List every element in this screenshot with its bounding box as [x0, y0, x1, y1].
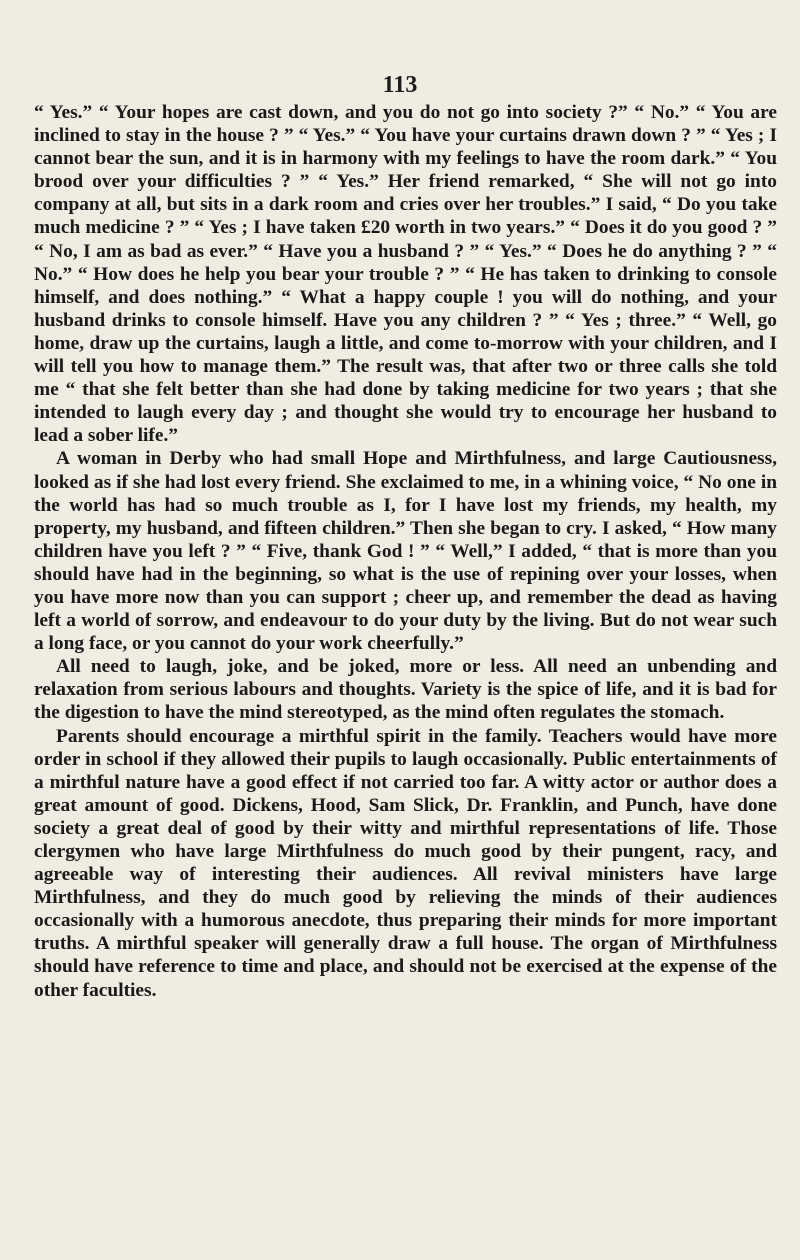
paragraph-relaxation: All need to laugh, joke, and be joked, more or less. All need an unbending and relaxation from serious labours and thoughts. Variety is the spice of life, and it is bad for the digestion to have the mind stereotyped, as the mind often regulates the stomach. [34, 656, 777, 724]
paragraph-dialogue: “ Yes.” “ Your hopes are cast down, and you do not go into society ?” “ No.” “ You are inclined to stay in the house ? ” “ Yes.” “ You have your curtains drawn down ? ” “ Yes ; I cannot bear the sun, and it is in harmony with my feelings to have the room dark.” “ You brood over your difficulties ? ” “ Yes.” Her friend remarked, “ She will not go into company at all, but sits in a dark room and cries over her troubles.” I said, “ Do you take much medicine ? ” “ Yes ; I have taken £20 worth in two years.” “ Does it do you good ? ” “ No, I am as bad as ever.” “ Have you a husband ? ” “ Yes.” “ Does he do anything ? ” “ No.” “ How does he help you bear your trouble ? ” “ He has taken to drinking to console himself, and does nothing.” “ What a happy couple ! you will do nothing, and your husband drinks to console himself. Have you any children ? ” “ Yes ; three.” “ Well, go home, draw up the curtains, laugh a little, and come to-morrow with your children, and I will tell you how to manage them.” The result was, that after two or three calls she told me “ that she felt better than she had done by taking medicine for two years ; that she intended to laugh every day ; and thought she would try to encourage her husband to lead a sober life.” [34, 102, 777, 447]
body-text [34, 101, 777, 1002]
page-number: 113 [382, 72, 418, 98]
paragraph-derby-woman: A woman in Derby who had small Hope and Mirthfulness, and large Cautiousness, looked as if she had lost every friend. She exclaimed to me, in a whining voice, “ No one in the world has had so much trouble as I, for I have lost my friends, my health, my property, my husband, and fifteen children.” Then she began to cry. I asked, “ How many children have you left ? ” “ Five, thank God ! ” “ Well,” I added, “ that is more than you should have had in the beginning, so what is the use of repining over your losses, when you have more now than you can support ; cheer up, and remember the dead as having left a world of sorrow, and endeavour to do your duty by the living. But do not wear such a long face, or you cannot do your work cheerfully.” [34, 448, 777, 655]
paragraph-mirthful-spirit: Parents should encourage a mirthful spirit in the family. Teachers would have more order in school if they allowed their pupils to laugh occasionally. Public entertainments of a mirthful nature have a good effect if not carried too far. A witty actor or author does a great amount of good. Dickens, Hood, Sam Slick, Dr. Franklin, and Punch, have done society a great deal of good by their witty and mirthful representations of life. Those clergymen who have large Mirthfulness do much good by their pungent, racy, and agreeable way of interesting their audiences. All revival ministers have large Mirthfulness, and they do much good by relieving the minds of their audiences occasionally with a humorous anecdote, thus preparing their minds for more important truths. A mirthful speaker will generally draw a full house. The organ of Mirthfulness should have reference to time and place, and should not be exercised at the expense of the other faculties. [34, 725, 777, 1001]
